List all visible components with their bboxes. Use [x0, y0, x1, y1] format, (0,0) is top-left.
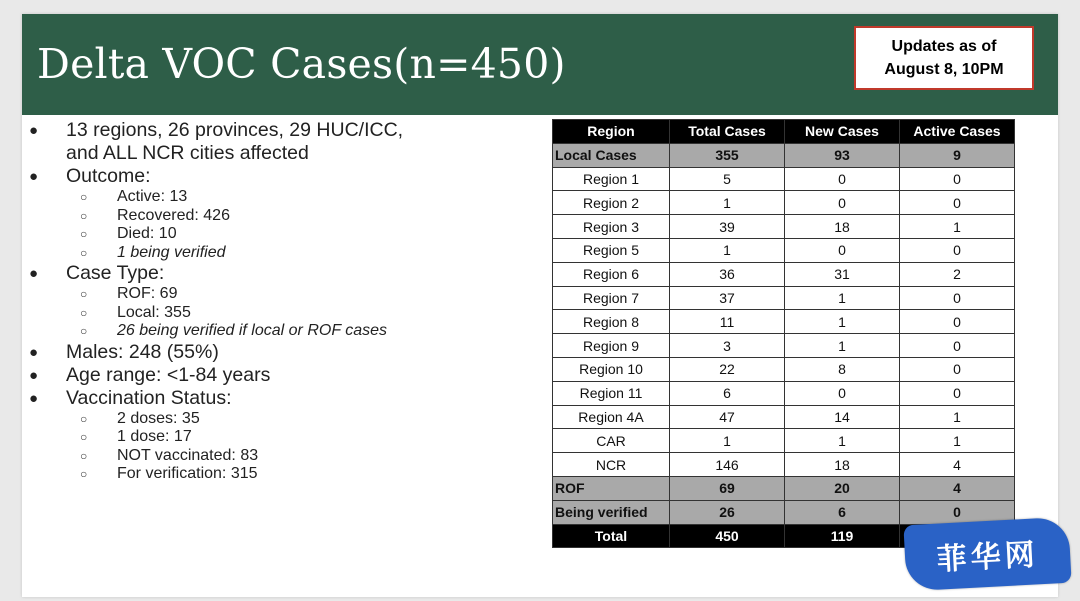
sub-bullet-italic: 26 being verified if local or ROF cases	[117, 322, 388, 339]
region-cell: Region 6	[553, 262, 670, 286]
bullet-outcome: ● Outcome:	[25, 165, 545, 188]
bullet-case-type: ● Case Type:	[25, 262, 545, 285]
region-cell: Region 10	[553, 357, 670, 381]
value-cell: 0	[900, 381, 1015, 405]
value-cell: 31	[785, 262, 900, 286]
sub-bullet: ○ 1 dose: 17	[25, 428, 545, 447]
region-cell: Region 4A	[553, 405, 670, 429]
value-cell: 47	[670, 405, 785, 429]
sub-bullet: ○ Recovered: 426	[25, 207, 545, 226]
value-cell: 0	[785, 167, 900, 191]
table-row	[553, 286, 1015, 310]
table-row	[553, 500, 1015, 524]
table-row	[553, 215, 1015, 239]
table-row	[553, 381, 1015, 405]
value-cell: 18	[785, 215, 900, 239]
table-row	[553, 310, 1015, 334]
sub-bullet: ○ 2 doses: 35	[25, 410, 545, 429]
value-cell: 0	[900, 167, 1015, 191]
region-cell: Region 2	[553, 191, 670, 215]
value-cell: 93	[785, 143, 900, 167]
value-cell: 22	[670, 357, 785, 381]
value-cell: 4	[900, 476, 1015, 500]
sub-bullet: ○ Died: 10	[25, 225, 545, 244]
region-cell: Region 1	[553, 167, 670, 191]
sub-bullet	[25, 322, 545, 341]
sub-bullet	[25, 244, 545, 263]
value-cell: 4	[900, 453, 1015, 477]
value-cell: 8	[785, 357, 900, 381]
table-header-row	[553, 120, 1015, 144]
value-cell: 18	[785, 453, 900, 477]
sub-bullet: ○ NOT vaccinated: 83	[25, 447, 545, 466]
value-cell: 1	[900, 405, 1015, 429]
value-cell: 2	[900, 262, 1015, 286]
table-row	[553, 167, 1015, 191]
region-cell: ROF	[553, 476, 670, 500]
value-cell: 26	[670, 500, 785, 524]
value-cell: 20	[785, 476, 900, 500]
value-cell: 11	[670, 310, 785, 334]
sub-bullet-italic: 1 being verified	[117, 243, 226, 261]
region-cell: Region 5	[553, 238, 670, 262]
value-cell: 6	[670, 381, 785, 405]
table-row	[553, 476, 1015, 500]
value-cell: 9	[900, 143, 1015, 167]
table-row	[553, 357, 1015, 381]
sub-bullet: ○ Local: 355	[25, 304, 545, 323]
slide-header	[22, 14, 1058, 115]
header-total: Total Cases	[670, 120, 785, 144]
value-cell: 69	[670, 476, 785, 500]
value-cell: 0	[785, 191, 900, 215]
table-row	[553, 429, 1015, 453]
value-cell: 1	[785, 334, 900, 358]
update-date: August 8, 10PM	[884, 61, 1004, 78]
value-cell: 0	[900, 334, 1015, 358]
update-label: Updates as of	[891, 38, 997, 55]
bullet-list	[25, 119, 545, 484]
bullet-text-cont: and ALL NCR cities affected	[66, 142, 309, 164]
slide-title: Delta VOC Cases(n=450)	[37, 40, 566, 88]
value-cell: 1	[785, 429, 900, 453]
header-region: Region	[553, 120, 670, 144]
region-cell: Total	[553, 524, 670, 548]
region-cell: Local Cases	[553, 143, 670, 167]
value-cell: 355	[670, 143, 785, 167]
update-box	[854, 26, 1034, 90]
value-cell: 0	[785, 238, 900, 262]
value-cell: 1	[670, 191, 785, 215]
region-cell: Region 11	[553, 381, 670, 405]
value-cell: 1	[785, 286, 900, 310]
bullet-vaccination: ● Vaccination Status:	[25, 387, 545, 410]
value-cell: 0	[785, 381, 900, 405]
bullet-males: ● Males: 248 (55%)	[25, 341, 545, 364]
region-cell: Region 8	[553, 310, 670, 334]
value-cell: 36	[670, 262, 785, 286]
value-cell: 1	[900, 429, 1015, 453]
table-row	[553, 453, 1015, 477]
value-cell: 3	[670, 334, 785, 358]
bullet-regions	[25, 119, 545, 165]
header-active: Active Cases	[900, 120, 1015, 144]
value-cell: 0	[900, 500, 1015, 524]
value-cell: 1	[785, 310, 900, 334]
value-cell: 1	[670, 238, 785, 262]
sub-bullet: ○ Active: 13	[25, 188, 545, 207]
region-cell: NCR	[553, 453, 670, 477]
sub-bullet: ○ For verification: 315	[25, 465, 545, 484]
table-row	[553, 334, 1015, 358]
value-cell: 450	[670, 524, 785, 548]
value-cell: 1	[670, 429, 785, 453]
cases-table	[552, 119, 1015, 548]
region-cell: Region 9	[553, 334, 670, 358]
value-cell: 0	[900, 238, 1015, 262]
watermark-logo: 菲华网	[903, 517, 1071, 592]
value-cell: 0	[900, 310, 1015, 334]
sub-bullet: ○ ROF: 69	[25, 285, 545, 304]
value-cell: 0	[900, 191, 1015, 215]
value-cell: 39	[670, 215, 785, 239]
value-cell: 14	[785, 405, 900, 429]
value-cell: 0	[900, 286, 1015, 310]
region-cell: Being verified	[553, 500, 670, 524]
table-row	[553, 262, 1015, 286]
bullet-text: ● 13 regions, 26 provinces, 29 HUC/ICC,	[66, 119, 404, 141]
value-cell: 0	[900, 357, 1015, 381]
value-cell: 37	[670, 286, 785, 310]
value-cell: 1	[900, 215, 1015, 239]
bullet-age: ● Age range: <1-84 years	[25, 364, 545, 387]
header-new: New Cases	[785, 120, 900, 144]
table-row	[553, 238, 1015, 262]
region-cell: CAR	[553, 429, 670, 453]
region-cell: Region 7	[553, 286, 670, 310]
value-cell: 146	[670, 453, 785, 477]
value-cell: 5	[670, 167, 785, 191]
table-row	[553, 191, 1015, 215]
table-row	[553, 405, 1015, 429]
table-row	[553, 143, 1015, 167]
value-cell: 6	[785, 500, 900, 524]
value-cell: 119	[785, 524, 900, 548]
region-cell: Region 3	[553, 215, 670, 239]
